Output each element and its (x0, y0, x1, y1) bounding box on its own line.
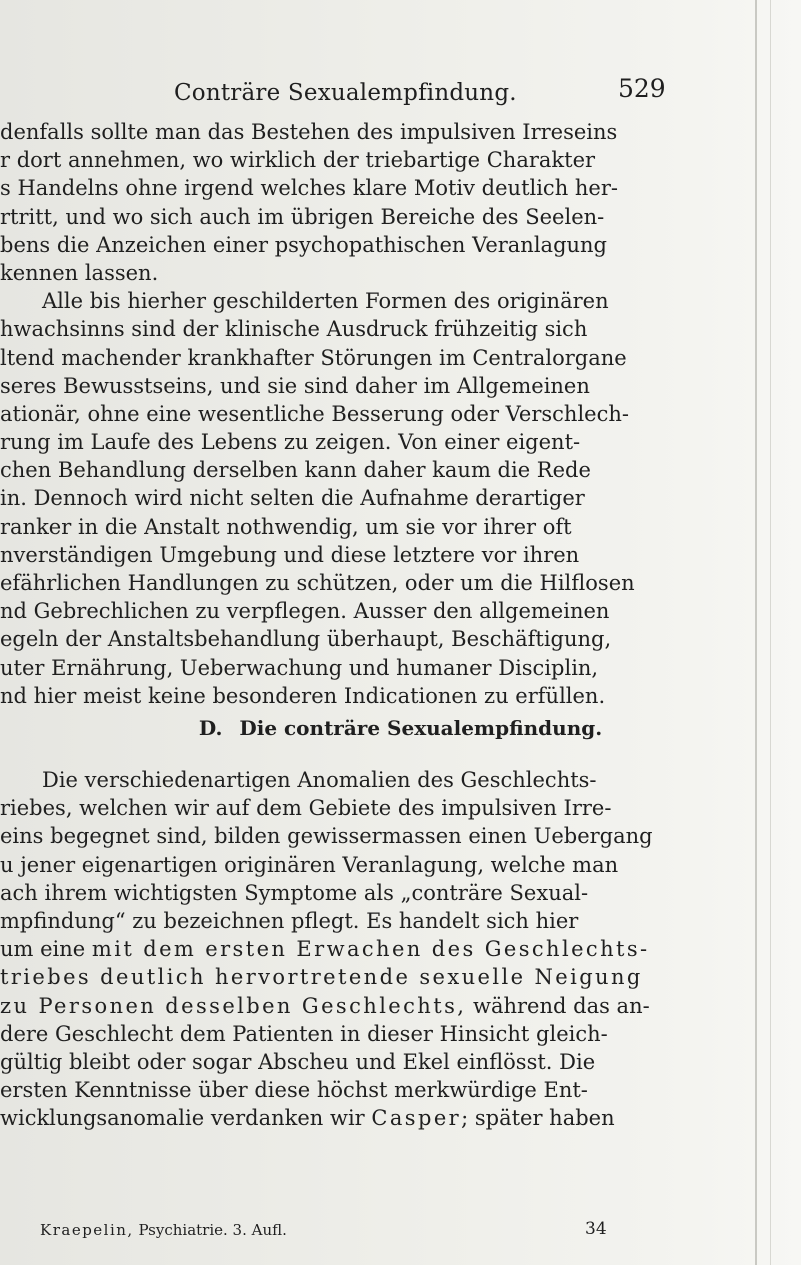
text-line: r dort annehmen, wo wirklich der triebartige Charakter (0, 148, 596, 173)
text-run: ; später haben (461, 1106, 615, 1131)
text-line: bens die Anzeichen einer psychopathischen Veranlagung (0, 232, 608, 257)
emphasis-run: zu Personen desselben Geschlechts, (0, 993, 467, 1018)
text-line: kennen lassen. (0, 260, 159, 285)
section-title: Die conträre Sexualempfindung. (239, 716, 603, 740)
footer-author: Kraepelin, (40, 1221, 134, 1239)
text-line: dere Geschlecht dem Patienten in dieser Hinsicht gleich- (0, 1021, 608, 1046)
text-line: ranker in die Anstalt nothwendig, um sie vor ihrer oft (0, 514, 572, 539)
text-line: mpfindung“ zu bezeichnen pflegt. Es handelt sich hier (0, 908, 579, 933)
text-line: efährlichen Handlungen zu schützen, oder um die Hilflosen (0, 571, 635, 595)
body-text-top (0, 118, 700, 710)
body-text-bottom (0, 766, 700, 1132)
page-edge-line-secondary (770, 0, 771, 1265)
text-line (0, 992, 700, 1020)
text-line: s Handelns ohne irgend welches klare Motiv deutlich her- (0, 176, 618, 201)
text-line: Alle bis hierher geschilderten Formen des originären (42, 289, 609, 314)
text-line: ach ihrem wichtigsten Symptome als „conträre Sexual- (0, 880, 589, 905)
text-line-emphasis: triebes deutlich hervortretende sexuelle Neigung (0, 965, 643, 990)
text-line: riebes, welchen wir auf dem Gebiete des impulsiven Irre- (0, 796, 612, 821)
footer-book: Psychiatrie. 3. Aufl. (138, 1221, 287, 1239)
text-run: während das an- (466, 993, 650, 1018)
text-line: denfalls sollte man das Bestehen des impulsiven Irreseins (0, 120, 618, 144)
text-line: egeln der Anstaltsbehandlung überhaupt, Beschäftigung, (0, 627, 612, 652)
page-number: 529 (618, 74, 666, 103)
text-line (0, 935, 700, 963)
text-line: ltend machender krankhafter Störungen im Centralorgane (0, 345, 627, 370)
emphasis-run: mit dem ersten Erwachen des Geschlechts- (91, 937, 650, 962)
section-letter: D. (198, 716, 223, 740)
text-line: nd hier meist keine besonderen Indicationen zu erfüllen. (0, 683, 606, 708)
text-run: um eine (0, 937, 92, 962)
text-line: chen Behandlung derselben kann daher kaum die Rede (0, 458, 591, 483)
running-title: Conträre Sexualempfindung. (174, 80, 517, 106)
text-line: Die verschiedenartigen Anomalien des Geschlechts- (42, 768, 597, 792)
text-line: nverständigen Umgebung und diese letztere vor ihren (0, 542, 580, 567)
text-line: in. Dennoch wird nicht selten die Aufnahme derartiger (0, 486, 585, 511)
text-line: seres Bewusstseins, und sie sind daher im Allgemeinen (0, 373, 590, 398)
text-run: wicklungsanomalie verdanken wir (0, 1106, 372, 1131)
text-line (0, 1104, 700, 1132)
section-heading (0, 716, 801, 748)
text-line: ationär, ohne eine wesentliche Besserung oder Verschlech- (0, 401, 629, 426)
page-footer (40, 1221, 680, 1245)
footer-signature: 34 (585, 1219, 607, 1239)
page-header (0, 74, 801, 114)
page-edge-line (755, 0, 757, 1265)
text-line: gültig bleibt oder sogar Abscheu und Ekel einflösst. Die (0, 1049, 596, 1074)
text-line: ersten Kenntnisse über diese höchst merkwürdige Ent- (0, 1078, 588, 1103)
text-line: eins begegnet sind, bilden gewissermassen einen Uebergang (0, 824, 653, 849)
text-line: rtritt, und wo sich auch im übrigen Bereiche des Seelen- (0, 204, 605, 229)
text-line: uter Ernährung, Ueberwachung und humaner Disciplin, (0, 655, 599, 680)
text-line: nd Gebrechlichen zu verpflegen. Ausser den allgemeinen (0, 599, 610, 624)
author-name-emphasis: Casper (371, 1106, 462, 1131)
text-line: hwachsinns sind der klinische Ausdruck frühzeitig sich (0, 317, 588, 342)
text-line: rung im Laufe des Lebens zu zeigen. Von einer eigent- (0, 430, 581, 455)
text-line: u jener eigenartigen originären Veranlagung, welche man (0, 852, 619, 877)
